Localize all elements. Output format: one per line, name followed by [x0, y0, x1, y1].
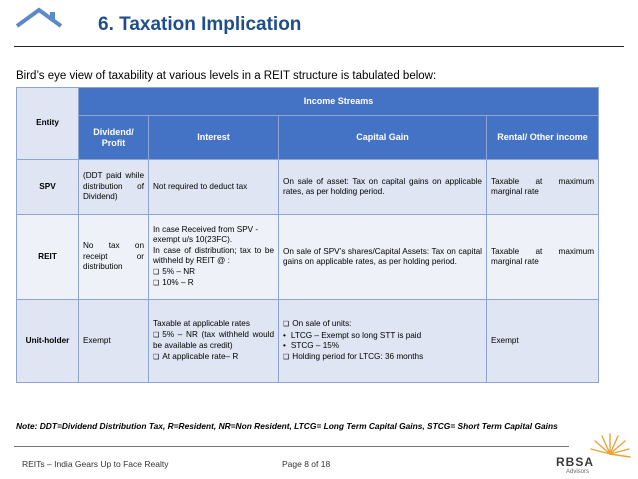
footnote: Note: DDT=Dividend Distribution Tax, R=Resident, NR=Non Resident, LTCG= Long Term Capital Gains, STCG= Short Term Capital Gains [16, 421, 558, 431]
table-row-reit [17, 215, 599, 300]
intro-text: Bird’s eye view of taxability at various levels in a REIT structure is tabulated below: [16, 70, 437, 82]
house-roof-icon [14, 6, 64, 46]
taxation-table [16, 87, 599, 383]
cell-rental: Taxable at maximum marginal rate [487, 215, 599, 300]
list-item: ❑ 5% – NR (tax withheld would be available as credit) [153, 330, 274, 352]
cell-interest: Not required to deduct tax [149, 160, 279, 215]
cell-capital-gain [279, 300, 487, 383]
cell-interest [149, 300, 279, 383]
cell-capital-gain: On sale of asset: Tax on capital gains on applicable rates, as per holding period. [279, 160, 487, 215]
footer-title: REITs – India Gears Up to Face Realty [22, 459, 169, 469]
column-header-interest: Interest [149, 116, 279, 160]
list-item: • STCG – 15% [283, 341, 482, 352]
cell-dividend: No tax on receipt or distribution [79, 215, 149, 300]
list-item: ❑ 5% – NR [153, 267, 274, 279]
cell-interest [149, 215, 279, 300]
cell-capital-gain: On sale of SPV’s shares/Capital Assets: Tax on capital gains on applicable rates, as per holding period. [279, 215, 487, 300]
entity-reit: REIT [17, 215, 79, 300]
income-streams-header: Income Streams [79, 88, 599, 116]
page-number: Page 8 of 18 [282, 459, 331, 469]
table-row-spv [17, 160, 599, 215]
cell-dividend: Exempt [79, 300, 149, 383]
entity-header: Entity [17, 88, 79, 160]
list-item: ❑ Holding period for LTCG: 36 months [283, 352, 482, 364]
page-title: 6. Taxation Implication [98, 14, 302, 35]
interest-line: In case of distribution; tax to be withheld by REIT @ : [153, 245, 274, 265]
entity-spv: SPV [17, 160, 79, 215]
entity-unit-holder: Unit-holder [17, 300, 79, 383]
title-divider [14, 46, 624, 47]
brand-subtitle: Advisors [566, 469, 590, 475]
interest-line: Taxable at applicable rates [153, 319, 250, 328]
column-header-capital-gain: Capital Gain [279, 116, 487, 160]
table-row-unit-holder [17, 300, 599, 383]
column-header-dividend: Dividend/ Profit [79, 116, 149, 160]
brand-name: RBSA [556, 455, 595, 469]
cell-rental: Exempt [487, 300, 599, 383]
interest-line: In case Received from SPV - exempt u/s 10(23FC). [153, 224, 259, 244]
cell-dividend: (DDT paid while distribution of Dividend) [79, 160, 149, 215]
list-item: ❑ 10% – R [153, 278, 274, 290]
list-item: • LTCG – Exempt so long STT is paid [283, 331, 482, 342]
list-item: ❑ At applicable rate– R [153, 352, 274, 364]
column-header-rental: Rental/ Other income [487, 116, 599, 160]
list-item: ❑ On sale of units: [283, 319, 482, 331]
cell-rental: Taxable at maximum marginal rate [487, 160, 599, 215]
footer-divider [14, 446, 569, 447]
